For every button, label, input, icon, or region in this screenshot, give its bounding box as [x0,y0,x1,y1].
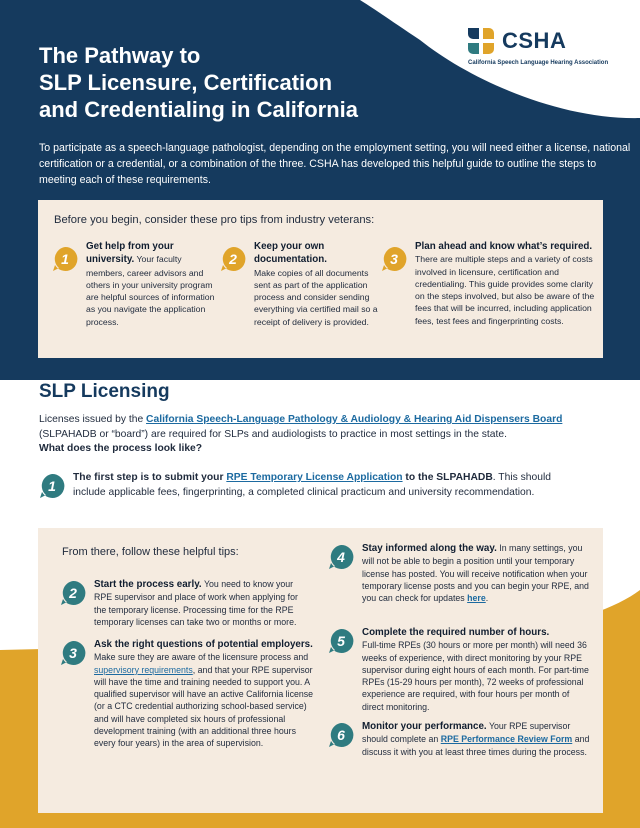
pro-tips-box [38,200,603,358]
helpful-tips-heading: From there, follow these helpful tips: [62,546,239,558]
step1-bold-pre: The first step is to submit your [73,472,227,483]
licensing-question: What does the process look like? [39,443,203,454]
helpful-tip-2-text: You need to know your RPE supervisor and place of work when applying for the temporary license. Processing time for the RPE temporary licenses can take two or months or more. [94,579,298,627]
logo-subtitle: California Speech Language Hearing Association [468,60,609,66]
teal-badge-icon [60,640,86,666]
svg-text:1: 1 [61,251,69,267]
gold-badge-icon [381,246,407,272]
title-line-2: SLP Licensure, Certification [39,70,333,95]
helpful-tip-4-text-post: . [485,593,489,604]
svg-text:5: 5 [337,633,345,649]
helpful-tip-3-title: Ask the right questions of potential employers. [94,639,313,650]
gold-badge-icon [220,246,246,272]
helpful-tip-5-text: Full-time RPEs (30 hours or more per month) will need 36 weeks of experience, with direct monitoring by your RPE supervisor during eight hours of each month. For part-time RPEs (15-29 hours per month), 72 weeks of professional experience are required, with four hours per month of direct monitoring. [362,640,589,712]
pro-tip-2-title: Keep your own documentation. [254,241,327,266]
licensing-intro [39,413,599,457]
title-line-1: The Pathway to [39,43,201,68]
helpful-tip-3-text-pre: Make sure they are aware of the licensure process and [94,652,309,663]
pro-tip-1-title: Get help from your university. [86,241,174,266]
helpful-tip-6-title: Monitor your performance. [362,721,487,732]
gold-badge-icon [52,246,78,272]
helpful-tip-4-title: Stay informed along the way. [362,543,497,554]
teal-badge-icon [328,544,354,570]
teal-badge-icon [328,628,354,654]
rpe-temporary-license-link[interactable]: RPE Temporary License Application [226,472,403,483]
pro-tip-2-text: Make copies of all documents sent as part of the application process and consider sending everything via certified mail so a receipt of delivery is provided. [254,267,378,327]
teal-badge-icon [39,473,65,499]
teal-badge-icon [328,722,354,748]
helpful-tip-4-text-pre: In many settings, you will not be able to begin a position until your temporary license has posted. You will receive notification when your temporary license posts and you can begin your RPE, and you can check for updates [362,543,589,604]
title-line-3: and Credentialing in California [39,97,359,122]
helpful-tip-5-title: Complete the required number of hours. [362,627,550,638]
svg-text:4: 4 [337,549,345,565]
logo-wordmark: CSHA [502,28,567,53]
pro-tip-3-title: Plan ahead and know what’s required. [415,241,593,252]
svg-text:6: 6 [337,727,345,743]
section-title-slp-licensing: SLP Licensing [39,381,170,402]
helpful-tip-2-title: Start the process early. [94,579,202,590]
svg-text:1: 1 [48,478,56,494]
updates-here-link[interactable]: here [467,593,486,604]
rpe-performance-review-link[interactable]: RPE Performance Review Form [440,734,573,745]
svg-text:2: 2 [229,251,237,267]
licensing-intro-post: (SLPAHADB or “board”) are required for SLPs and audiologists to practice in most settings in the state. [39,428,507,440]
csha-logo-mark-icon [466,26,496,56]
slpahadb-link[interactable]: California Speech-Language Pathology & Audiology & Hearing Aid Dispensers Board [146,414,563,425]
pro-tips-heading: Before you begin, consider these pro tips from industry veterans: [54,214,375,226]
svg-text:2: 2 [69,585,77,601]
teal-badge-icon [60,580,86,606]
helpful-tip-6-text-post: and discuss it with you at least three times during the process. [362,734,590,757]
step1-bold-post: to the SLPAHADB [402,472,493,483]
svg-text:3: 3 [69,645,77,661]
csha-logo[interactable] [466,24,636,74]
svg-text:3: 3 [390,251,398,267]
pro-tip-3-text: There are multiple steps and a variety of costs involved in licensure, certification and credentialing. This guide provides some clarity on the steps involved, but also be aware of the fees that will be incurred, including application fees, test fees and fingerprinting costs. [415,254,595,326]
helpful-tip-3-text-post: , and that your RPE supervisor will have the time and training needed to support you. A qualified supervisor will have an active California license (or a CTC credential authorizing school-based service) and will have completed six hours of professional development training (with an additional three hours every four years) in the area of supervision. [94,664,314,749]
step1-text: . This should include applicable fees, fingerprinting, a completed clinical practicum and university recommendation. [73,472,551,498]
page-title [39,42,439,123]
pro-tip-1-text: Your faculty members, career advisors and others in your university program are helpful sources of information as you navigate the application process. [86,254,215,327]
helpful-tips-box [38,528,603,813]
intro-paragraph: To participate as a speech-language pathologist, depending on the employment setting, you will need either a license, national certification or a credential, or a combination of the three. CSHA has developed this helpful guide to outline the steps to meeting each of these requirements. [39,142,631,186]
helpful-tip-6-text-pre: Your RPE supervisor should complete an [362,721,571,745]
licensing-intro-pre: Licenses issued by the [39,414,147,425]
supervisory-requirements-link[interactable]: supervisory requirements [94,664,193,675]
